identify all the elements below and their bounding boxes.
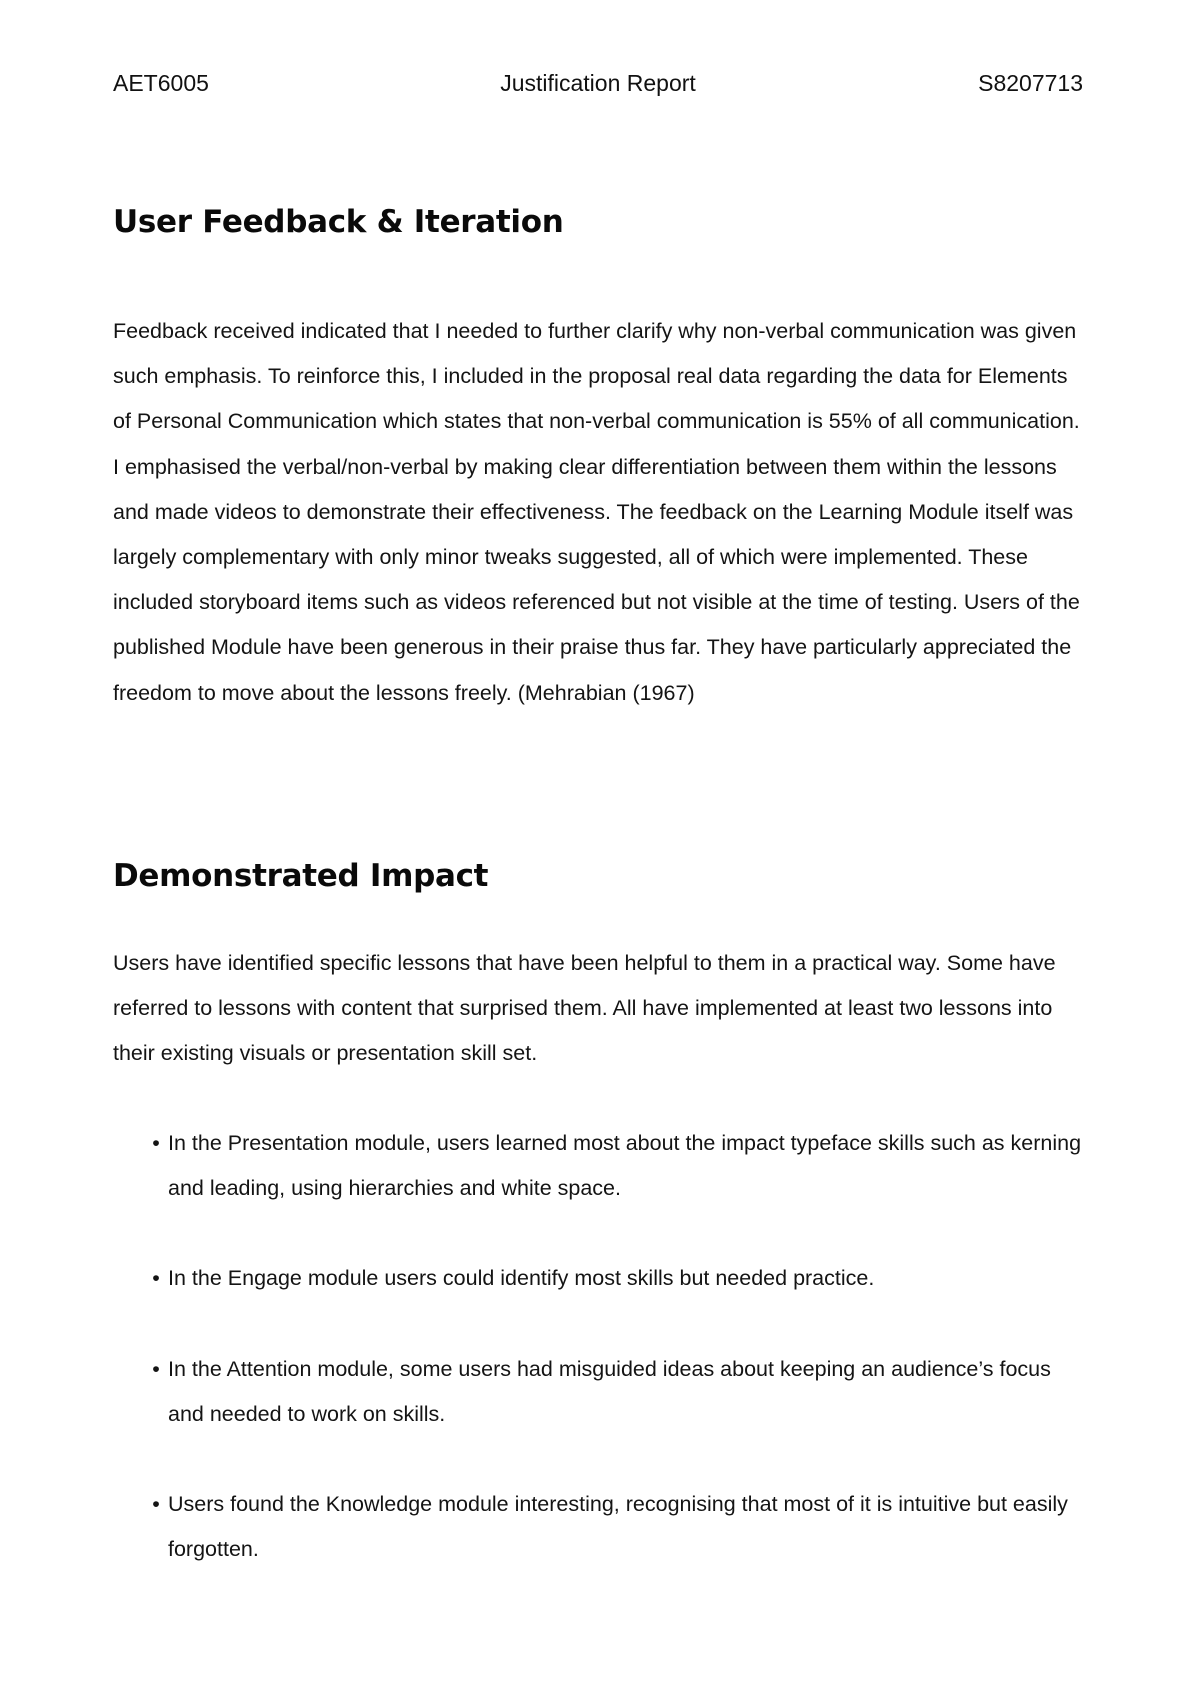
list-item-text: In the Presentation module, users learned most about the impact typeface skills such as kerning and leading, using hierarchies and white space. xyxy=(168,1131,1082,1201)
document-title: Justification Report xyxy=(500,70,696,96)
student-id: S8207713 xyxy=(978,70,1083,96)
list-item-engage-module xyxy=(113,1256,1085,1301)
feedback-paragraph: Feedback received indicated that I needed to further clarify why non-verbal communication was given such emphasis. To reinforce this, I included in the proposal real data regarding the data for Elements of Personal Communication which states that non-verbal communication is 55% of all communication. I emphasised the verbal/non-verbal by making clear differentiation between them within the lessons and made videos to demonstrate their effectiveness. The feedback on the Learning Module itself was largely complementary with only minor tweaks suggested, all of which were implemented. These included storyboard items such as videos referenced but not visible at the time of testing. Users of the published Module have been generous in their praise thus far. They have particularly appreciated the freedom to move about the lessons freely. (Mehrabian (1967) xyxy=(113,319,1080,705)
list-item-text: In the Attention module, some users had misguided ideas about keeping an audience’s focus and needed to work on skills. xyxy=(168,1356,1051,1426)
section-heading-demonstrated-impact: Demonstrated Impact xyxy=(113,858,489,894)
impact-paragraph: Users have identified specific lessons that have been helpful to them in a practical way. Some have referred to lessons with content that surprised them. All have implemented at least two lessons into their existing visuals or presentation skill set. xyxy=(113,951,1056,1066)
bullet-icon: • xyxy=(152,1492,160,1517)
list-item-text: Users found the Knowledge module interesting, recognising that most of it is intuitive but easily forgotten. xyxy=(168,1492,1068,1562)
list-item-text: In the Engage module users could identify most skills but needed practice. xyxy=(168,1266,875,1291)
bullet-icon: • xyxy=(152,1131,160,1155)
list-item-attention-module xyxy=(113,1347,1085,1437)
course-code: AET6005 xyxy=(113,70,209,96)
list-item-knowledge-module xyxy=(113,1482,1085,1572)
bullet-icon: • xyxy=(152,1266,160,1291)
section-heading-user-feedback: User Feedback & Iteration xyxy=(113,204,564,240)
impact-bullet-list xyxy=(113,1121,1085,1617)
list-item-presentation-module xyxy=(113,1121,1085,1211)
page-header xyxy=(113,70,1083,104)
bullet-icon: • xyxy=(152,1356,160,1381)
